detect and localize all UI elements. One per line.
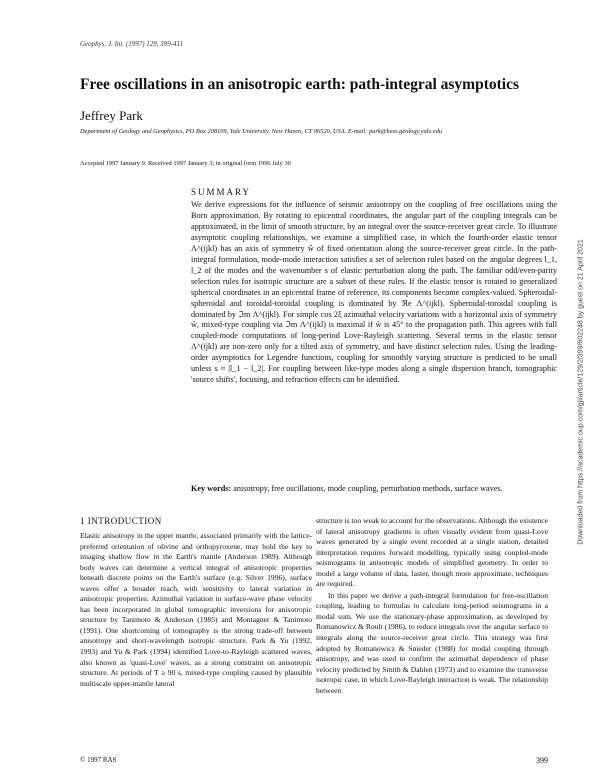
right-column — [316, 516, 548, 696]
author-affiliation: Department of Geology and Geophysics, PO Box 208109, Yale University, New Haven, CT 06520, USA. E-mail: park@hess.geology.yale.edu — [80, 128, 443, 135]
intro-paragraph-right-1: structure is too weak to account for the observations. Although the existence of lateral anisotropy gradients is often visually evident from quasi-Love waves generated by a single event recorded at a single station, detailed interpretation requires forward modelling, typically using coupled-mode seismograms in anisotropic models of simplified geometry. In order to model a large volume of data, faster, though more approximate, techniques are required. — [316, 516, 548, 589]
summary-heading: SUMMARY — [191, 187, 252, 197]
intro-paragraph-left: Elastic anisotropy in the upper mantle, associated primarily with the lattice-preferred orientation of olivine and orthopyroxene, may hold the key to imaging shallow flow in the Earth's mantle (Anderson 1989). Although body waves can determine a vertical integral of anisotropic properties beneath discrete points on the Earth's surface (e.g. Silver 1996), surface waves offer a broader reach, with sensitivity to lateral variation in anisotropic properties. Azimuthal variation in surface-wave phase velocity has been incorporated in global tomographic inversions for anisotropic structure by Tanimoto & Anderson (1985) and Montagner & Tanimoto (1991). One shortcoming of tomography is the strong trade-off between anisotropy and short-wavelength isotropic structure. Park & Yu (1992, 1993) and Yu & Park (1994) identified Love-to-Rayleigh scattered waves, also known as 'quasi-Love' waves, as a strong constraint on anisotropic structure. At periods of T ≥ 90 s, mixed-type coupling caused by plausible multiscale upper-mantle lateral — [80, 531, 312, 688]
keywords — [191, 484, 557, 495]
download-watermark-text: Downloaded from https://academic.oup.com/gji/article/129/2/399/602248 by guest on 21 April 2021 — [577, 239, 585, 545]
section-heading-introduction: 1 INTRODUCTION — [80, 516, 162, 526]
keywords-label: Key words: — [191, 484, 232, 493]
page-number: 399 — [536, 756, 548, 765]
keywords-list: anisotropy, free oscillations, mode coupling, perturbation methods, surface waves. — [233, 484, 503, 493]
copyright-notice: © 1997 RAS — [80, 756, 117, 764]
intro-paragraph-right-2: In this paper we derive a path-integral formulation for free-oscillation coupling, leading to formulas to calculate long-period seismograms in a modal sum. We use the stationary-phase approximation, as developed by Romanowicz & Roult (1986), to reduce integrals over the angular surface to integrals along the source-receiver great circle. This strategy was first adopted by Romanowicz & Snieder (1988) for modal coupling through anisotropy, and was used to confirm the azimuthal dependence of phase velocity predicted by Smith & Dahlen (1973) and to examine the transverse isotropic case, in which Love-Rayleigh interaction is weak. The relationship between — [316, 590, 548, 695]
article-title: Free oscillations in an anisotropic earth: path-integral asymptotics — [80, 76, 520, 93]
summary-text: We derive expressions for the influence of seismic anisotropy on the coupling of free oscillations using the Born approximation. By rotating to epicentral coordinates, the angular part of the coupling integrals can be approximated, in the limit of smooth structure, by an integral over the source-receiver great circle. To illustrate asymptotic coupling relationships, we examine a simplified case, in which the fourth-order elastic tensor Λ^(ijkl) has an axis of symmetry ŵ of fixed orientation along the source-receiver great circle. In the path-integral formulation, mode-mode interaction satisfies a set of selection rules based on the angular degrees l_1, l_2 of the modes and the wavenumber s of elastic perturbation along the path. The familiar odd/even-parity selection rules for isotropic structure are a subset of these rules. If the elastic tensor is rotated to generalized spherical coordinates in an epicentral frame of reference, its components become complex-valued. Spheroidal-spheroidal and toroidal-toroidal coupling is dominated by ℜe Λ^(ijkl). Spheroidal-toroidal coupling is dominated by ℑm Λ^(ijkl). For simple cos 2ξ azimuthal velocity variations with a horizontal axis of symmetry ŵ, mixed-type coupling via ℑm Λ^(ijkl) is maximal if ŵ is 45° to the propagation path. This agrees with full coupled-mode computations of long-period Love-Rayleigh scattering. Several terms in the elastic tensor Λ^(ijkl) are non-zero only for a tilted axis of symmetry, and have distinct selection rules. Using the leading-order asymptotics for Legendre functions, coupling for smoothly varying structure is predicted to be small unless s ≈ |l_1 − l_2|. For coupling between like-type modes along a single dispersion branch, tomographic 'source shifts', focusing, and refraction effects can be identified. — [191, 200, 557, 385]
journal-reference: Geophys. J. Int. (1997) 129, 399-411 — [80, 40, 184, 48]
left-column — [80, 531, 312, 689]
publication-dates: Accepted 1997 January 9. Received 1997 January 3; in original form 1996 July 30 — [80, 160, 291, 167]
author-name: Jeffrey Park — [80, 108, 143, 123]
